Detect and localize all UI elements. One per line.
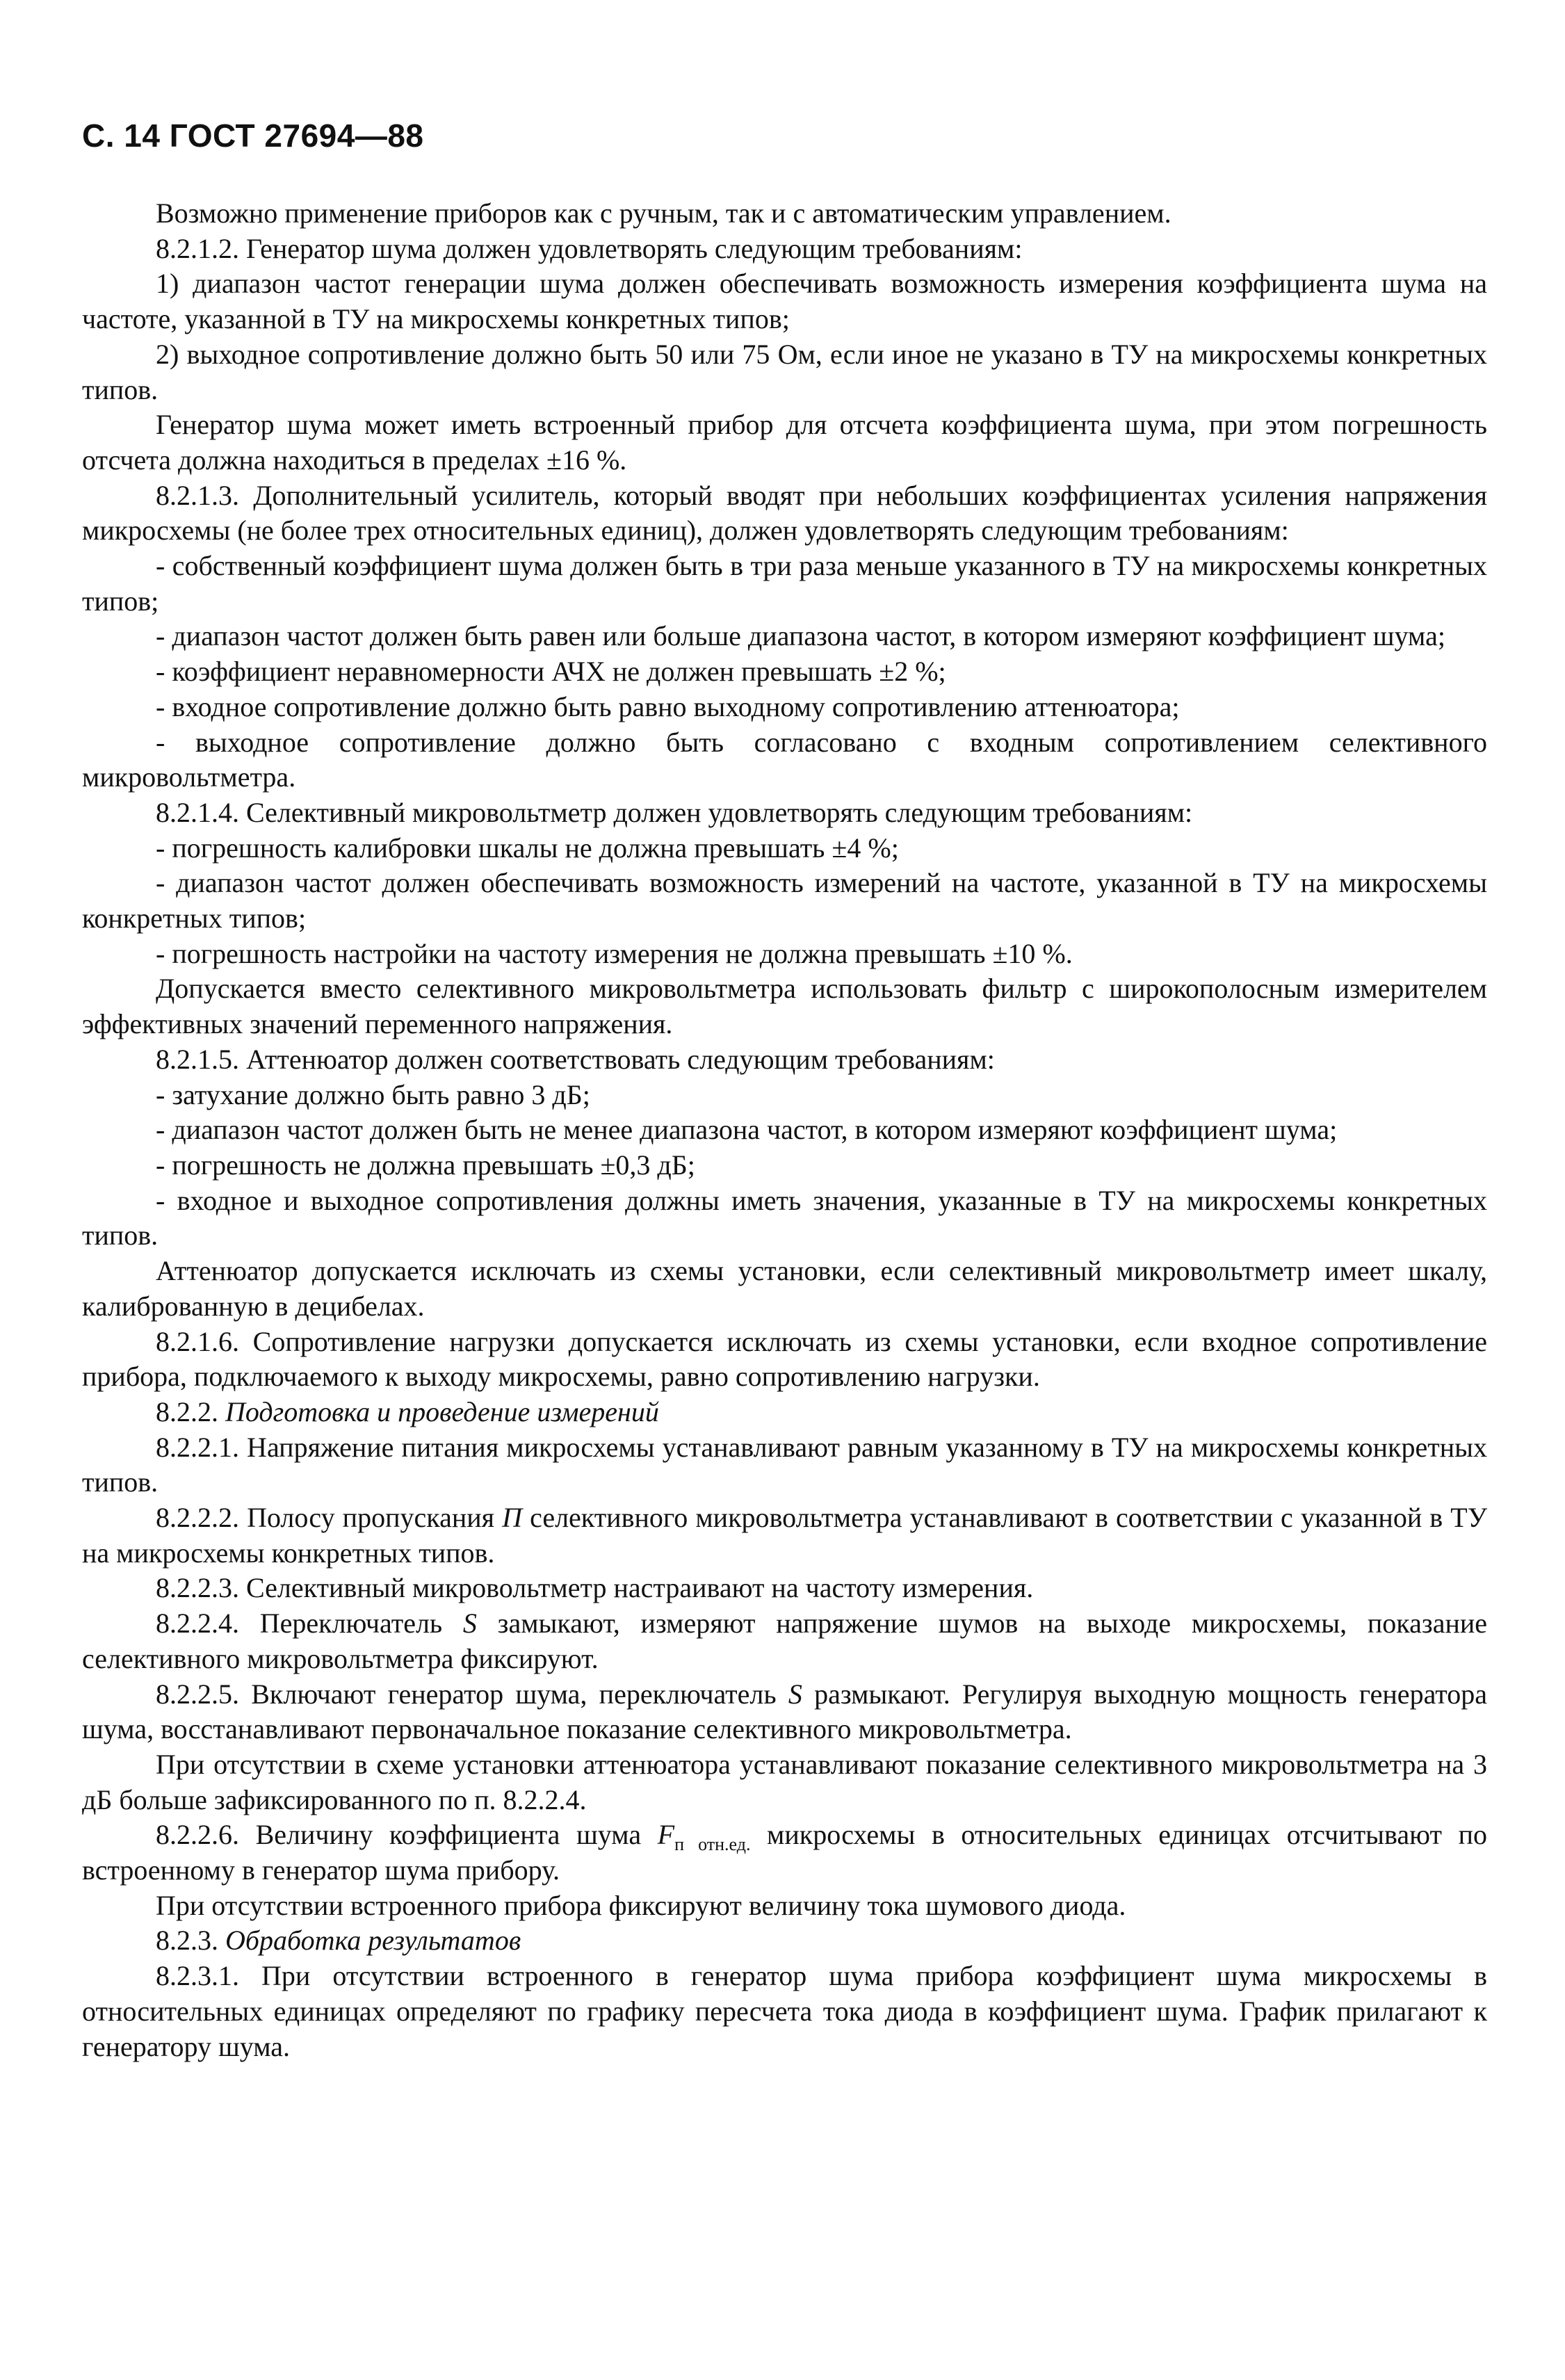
paragraph: - входное сопротивление должно быть равно выходному сопротивлению аттенюатора;	[156, 690, 1180, 722]
paragraph: 1) диапазон частот генерации шума должен обеспечивать возможность измерения коэффициента шума на частоте, указанной в ТУ на микросхемы конкретных типов;	[82, 268, 1487, 335]
page-header: С. 14 ГОСТ 27694—88	[82, 118, 424, 154]
paragraph: 8.2.1.3. Дополнительный усилитель, который вводят при небольших коэффициентах усиления напряжения микросхемы (не более трех относительных единиц), должен удовлетворять следующим требованиям:	[82, 479, 1487, 547]
text-run: замыкают, измеряют напряжение шумов на выходе микросхемы, показание селективного микровольтметра фиксируют.	[82, 1608, 1488, 1674]
document-body	[82, 196, 1487, 2064]
paragraph: Аттенюатор допускается исключать из схемы установки, если селективный микровольтметр имеет шкалу, калиброванную в децибелах.	[82, 1255, 1487, 1322]
section-title: Обработка результатов	[225, 1925, 521, 1957]
symbol-subscript: п отн.ед.	[674, 1834, 751, 1855]
text-run: 8.2.2.5. Включают генератор шума, переключатель	[156, 1678, 788, 1710]
paragraph: - затухание должно быть равно 3 дБ;	[156, 1078, 590, 1110]
text-run: размыкают. Регулируя выходную мощность генератора шума, восстанавливают первоначальное показание селективного микровольтметра.	[82, 1678, 1487, 1745]
paragraph: - диапазон частот должен обеспечивать возможность измерений на частоте, указанной в ТУ на микросхемы конкретных типов;	[82, 867, 1487, 934]
paragraph: 8.2.2.1. Напряжение питания микросхемы устанавливают равным указанному в ТУ на микросхемы конкретных типов.	[82, 1431, 1487, 1498]
paragraph: При отсутствии в схеме установки аттенюатора устанавливают показание селективного микровольтметра на 3 дБ больше зафиксированного по п. 8.2.2.4.	[82, 1748, 1487, 1815]
paragraph-8-2-2-6	[82, 1818, 1487, 1888]
paragraph: 8.2.1.2. Генератор шума должен удовлетворять следующим требованиям:	[156, 232, 1023, 264]
section-heading-8-2-3	[82, 1923, 1487, 1959]
paragraph: Генератор шума может иметь встроенный прибор для отсчета коэффициента шума, при этом погрешность отсчета должна находиться в пределах ±16 %.	[82, 409, 1487, 476]
paragraph: - погрешность калибровки шкалы не должна превышать ±4 %;	[156, 832, 899, 864]
paragraph-8-2-2-5	[82, 1677, 1487, 1747]
paragraph: - выходное сопротивление должно быть согласовано с входным сопротивлением селективного микровольтметра.	[82, 726, 1487, 793]
paragraph: 8.2.2.3. Селективный микровольтметр настраивают на частоту измерения.	[156, 1572, 1034, 1604]
paragraph: 8.2.1.6. Сопротивление нагрузки допускается исключать из схемы установки, если входное сопротивление прибора, подключаемого к выходу микросхемы, равно сопротивлению нагрузки.	[82, 1325, 1487, 1393]
paragraph: - диапазон частот должен быть не менее диапазона частот, в котором измеряют коэффициент шума;	[156, 1114, 1338, 1146]
paragraph: - собственный коэффициент шума должен быть в три раза меньше указанного в ТУ на микросхемы конкретных типов;	[82, 550, 1487, 617]
paragraph: - погрешность не должна превышать ±0,3 дБ;	[156, 1149, 695, 1181]
symbol-p: П	[502, 1502, 523, 1534]
paragraph: - коэффициент неравномерности АЧХ не должен превышать ±2 %;	[156, 656, 946, 688]
text-run: микросхемы в относительных единицах отсчитывают по встроенному в генератор шума прибору.	[82, 1819, 1487, 1886]
section-number: 8.2.2.	[156, 1395, 218, 1427]
section-number: 8.2.3.	[156, 1925, 218, 1957]
symbol-f: F	[657, 1819, 675, 1851]
paragraph: 8.2.3.1. При отсутствии встроенного в генератор шума прибора коэффициент шума микросхемы в относительных единицах определяют по графику пересчета тока диода в коэффициент шума. График прилагают к генератору шума.	[82, 1960, 1487, 2062]
text-run: селективного микровольтметра устанавливают в соответствии с указанной в ТУ на микросхемы конкретных типов.	[82, 1502, 1488, 1569]
text-run: 8.2.2.4. Переключатель	[156, 1608, 463, 1640]
paragraph: Возможно применение приборов как с ручным, так и с автоматическим управлением.	[156, 197, 1171, 229]
paragraph: - входное и выходное сопротивления должны иметь значения, указанные в ТУ на микросхемы конкретных типов.	[82, 1184, 1487, 1252]
text-run: 8.2.2.2. Полосу пропускания	[156, 1502, 503, 1534]
paragraph: 8.2.1.4. Селективный микровольтметр должен удовлетворять следующим требованиям:	[156, 796, 1193, 828]
paragraph: При отсутствии встроенного прибора фиксируют величину тока шумового диода.	[156, 1889, 1126, 1921]
paragraph-8-2-2-4	[82, 1606, 1487, 1676]
paragraph: 2) выходное сопротивление должно быть 50 или 75 Ом, если иное не указано в ТУ на микросхемы конкретных типов.	[82, 338, 1487, 405]
paragraph-8-2-2-2	[82, 1500, 1487, 1571]
paragraph: Допускается вместо селективного микровольтметра использовать фильтр с широкополосным измерителем эффективных значений переменного напряжения.	[82, 973, 1487, 1040]
text-run: 8.2.2.6. Величину коэффициента шума	[156, 1819, 658, 1851]
section-heading-8-2-2	[82, 1395, 1487, 1430]
paragraph: 8.2.1.5. Аттенюатор должен соответствовать следующим требованиям:	[156, 1043, 995, 1075]
section-title: Подготовка и проведение измерений	[225, 1395, 659, 1427]
paragraph: - диапазон частот должен быть равен или больше диапазона частот, в котором измеряют коэффициент шума;	[156, 620, 1445, 652]
symbol-s: S	[462, 1608, 477, 1640]
paragraph: - погрешность настройки на частоту измерения не должна превышать ±10 %.	[156, 937, 1073, 969]
symbol-s: S	[788, 1678, 802, 1710]
